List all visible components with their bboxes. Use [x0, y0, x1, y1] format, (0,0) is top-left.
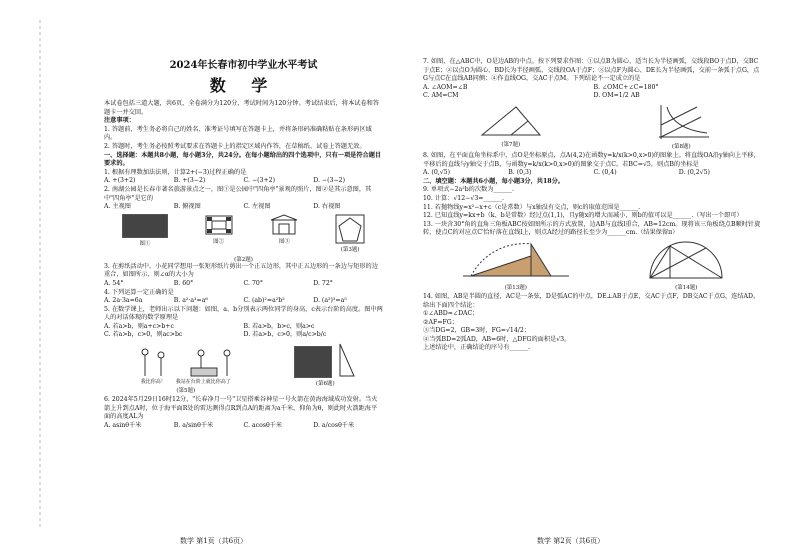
- option: A. (0,√5): [423, 169, 451, 177]
- intro-text: 本试卷包括三道大题，共6页，全卷满分为120分，考试时间为120分钟。考试结束后，将本试卷和答题卡一并交回。: [104, 100, 380, 116]
- pavilion-view: [269, 214, 299, 236]
- set-square-figure: [461, 240, 571, 282]
- question-3: 3. 在剪纸活动中，小花同学想用一张矩形纸片剪出一个正五边形，其中正五边形的一条边与矩形的边重合，如图所示，则∠α的大小为: [104, 262, 378, 279]
- exam-title: 2024年长春市初中学业水平考试: [169, 60, 318, 71]
- figure-q13: (第13题): [461, 240, 571, 291]
- option: A. 若a>b，则a+c>b+c: [104, 322, 174, 330]
- semicircle-figure: [646, 240, 726, 282]
- figure-photo: 图①: [122, 214, 168, 253]
- figure-q14: (第14题): [646, 240, 726, 291]
- students-figure: [131, 342, 241, 378]
- question-8: 8. 如图，在平面直角坐标系中，点O是坐标原点，点A(4,2)在函数y=k/x(k>0,x>0)的图象上。将直线OA沿y轴向上平移，平移后的直线与y轴交于点B，与函数y=k/x(k>0,x>0)的图象交于点C。若BC=√5，则点B的坐标是: [423, 151, 760, 168]
- option: B. 俯视图: [173, 203, 201, 211]
- option: A. ∠AOM=∠B: [423, 83, 468, 91]
- figure-q5: 我比你高！ 我站在台阶上就比你高了 (第5题): [131, 342, 241, 394]
- pavilion-photo: [122, 214, 168, 238]
- question-1: 1. 根据有理数加法法则，计算2+(−3)过程正确的是: [104, 168, 247, 176]
- q7-options-a: [423, 84, 764, 93]
- option: C. 若a>b，c>0，则ac>bc: [104, 331, 183, 339]
- notice-1: 1. 答题前，考生务必将自己的姓名、准考证号填写在答题卡上，并将条形码准确粘贴在条形码区域内。: [104, 125, 372, 142]
- section-1-heading: 一、选择题：本题共8小题，每小题3分，共24分。在每小题给出的四个选项中，只有一项是符合题目要求的。: [104, 151, 382, 168]
- figure-q8: (第8题): [651, 103, 711, 150]
- question-12: 12. 已知直线y=kx+b（k、b是常数）经过点(1,1)，且y随x的增大而减小，则b的值可以是______.（写出一个即可）: [423, 212, 743, 220]
- figure-sketch: 图②: [204, 214, 234, 253]
- q14-conclusion: ③当DG=2，GB=3时，FG=√14/2；: [423, 327, 531, 335]
- option: D. 若a>b，c>0，则a/c>b/c: [243, 331, 327, 339]
- pavilion-sketch: [204, 214, 234, 236]
- question-11: 11. 若抛物线y=x²−x+c（c是常数）与x轴没有交点，则c的取值范围是______.: [423, 203, 641, 211]
- option: D. OM=1/2 AB: [593, 92, 640, 100]
- question-5: 5. 在数学课上，老师出示以下问题：如图，a、b分别表示两位同学的身高，c表示台阶的高度。图中两人的对话体现的数学原理是: [104, 305, 383, 322]
- notice-2: 2. 答题时，考生务必按照考试要求在答题卡上的指定区域内作答，在草稿纸、试卷上答题无效。: [104, 142, 366, 150]
- pentagon-figure: [335, 214, 365, 244]
- option: B. +(3−2): [173, 177, 206, 185]
- page-footer: 数学 第2页（共6页）: [537, 537, 605, 545]
- option: C. −(3+2): [243, 177, 276, 185]
- option: B. 60°: [173, 279, 194, 287]
- q3-options: [104, 280, 383, 289]
- coordinate-figure: [651, 103, 711, 141]
- figures-q2-q3: [104, 214, 383, 253]
- q7-options-b: [423, 92, 764, 101]
- question-13: 13. 一块含30°角的直角三角板ABC按如图所示的方式放置，边AB与直线l重合，AB=12cm。现将该三角板绕点B顺时针旋转，使点C的对应点C′恰好落在直线l上，则点A经过的路径长至少为______cm.（结果保留π）: [423, 220, 761, 237]
- option: B. ∠OMC+∠C=180°: [593, 83, 659, 91]
- rocket-photo: [294, 346, 332, 378]
- option: C. 70°: [243, 279, 263, 287]
- caption-q2: (第2题): [234, 256, 253, 263]
- triangle-abc-figure: [476, 103, 546, 139]
- option: C. (ab)²=a²b²: [243, 297, 285, 305]
- question-14: 14. 如图，AB是半圆的直径，AC是一条弦，D是弧AC的中点，DE⊥AB于点E，交AC于点F，DB交AC于点G，连结AD。给出下面四个结论：: [423, 292, 760, 309]
- figure-pentagon: (第3题): [335, 214, 365, 253]
- option: A. +(3+2): [104, 177, 136, 185]
- q14-conclusion: ④当弧BD=2弧AD，AB=6时，△DFG的面积是√3。: [423, 335, 571, 343]
- option: B. (0,3): [508, 169, 532, 177]
- option: A. asinθ千米: [104, 421, 142, 429]
- speech-bubble: 我比你高！: [140, 379, 166, 386]
- page-2: [397, 0, 794, 550]
- section-2-heading: 二、填空题：本题共6小题，每小题3分，共18分。: [423, 177, 564, 185]
- option: D. (a²)³=a⁵: [313, 297, 347, 305]
- figures-q5-q6: [104, 342, 383, 394]
- q6-options: [104, 422, 383, 431]
- option: D. 72°: [313, 279, 333, 287]
- triangle-figure: [336, 342, 356, 378]
- option: C. (0,4): [593, 169, 617, 177]
- speech-bubble: 我站在台阶上就比你高了: [175, 379, 231, 386]
- q4-options: [104, 297, 383, 306]
- option: C. acosθ千米: [243, 421, 283, 429]
- page-footer: 数学 第1页（共6页）: [180, 537, 248, 545]
- option: D. (0,2√5): [678, 169, 710, 177]
- option: B. a²·a³=a⁶: [173, 297, 208, 305]
- q8-options: [423, 169, 764, 178]
- question-10: 10. 计算：√12−√3=______.: [423, 194, 504, 202]
- option: C. 左视图: [243, 203, 271, 211]
- question-2: 2. 南湖公园是长春市著名旅游景点之一，图①是公园中"四角亭"景观的照片，图②是其示意图，其中"四角亭"是它的: [104, 185, 372, 202]
- figures-q13-q14: [423, 240, 764, 291]
- notice-heading: 注意事项：: [104, 117, 135, 125]
- q14-conclusion: ②AF=FG；: [423, 318, 458, 326]
- option: B. a/sinθ千米: [173, 421, 214, 429]
- question-6: 6. 2024年5月29日16时12分，"长春净月一号"卫星搭乘谷神星一号火箭在黄海海域成功发射。当火箭上升到点A时，位于海平面R处的雷达测得点R到点A的距离为a千米，仰角为θ，则此时火箭距海平面的高度AL为: [104, 396, 378, 421]
- option: C. AM=CM: [423, 92, 459, 100]
- question-9: 9. 单项式−2a²b的次数为______.: [423, 186, 514, 194]
- option: A. 主视图: [104, 203, 131, 211]
- q14-conclusion: ①∠ABD=∠DAC；: [423, 310, 479, 318]
- figure-q7: (第7题): [476, 103, 546, 150]
- q2-options: [104, 203, 383, 212]
- figures-q7-q8: [423, 103, 764, 150]
- q14-prompt: 上述结论中，正确结论的序号有______.: [423, 344, 531, 352]
- option: A. 54°: [104, 279, 124, 287]
- question-4: 4. 下列运算一定正确的是: [104, 288, 174, 296]
- option: B. 若a>b，b>c，则a>c: [243, 322, 315, 330]
- question-7: 7. 如图，在△ABC中，O是边AB的中点。按下列要求作图：①以点B为圆心、适当长为半径画弧，交线段BO于点D，交BC于点E；②以点O为圆心、BD长为半径画弧，交线段OA于点F；③以点F为圆心、DE长为半径画弧，交前一条弧于点G，点G与点C在直线AB同侧；④作直线OG，交AC于点M。下列结论不一定成立的是: [423, 58, 760, 83]
- q1-options: [104, 177, 383, 186]
- q5-options-b: [104, 331, 383, 340]
- subject-title: 数 学: [209, 76, 278, 95]
- figure-view: 图③: [269, 214, 299, 253]
- option: D. 右视图: [313, 203, 341, 211]
- option: D. a/cosθ千米: [313, 421, 355, 429]
- option: D. −(3−2): [313, 177, 345, 185]
- figure-q6: (第6题): [294, 342, 356, 394]
- option: A. 2a·3a=6a: [104, 297, 143, 305]
